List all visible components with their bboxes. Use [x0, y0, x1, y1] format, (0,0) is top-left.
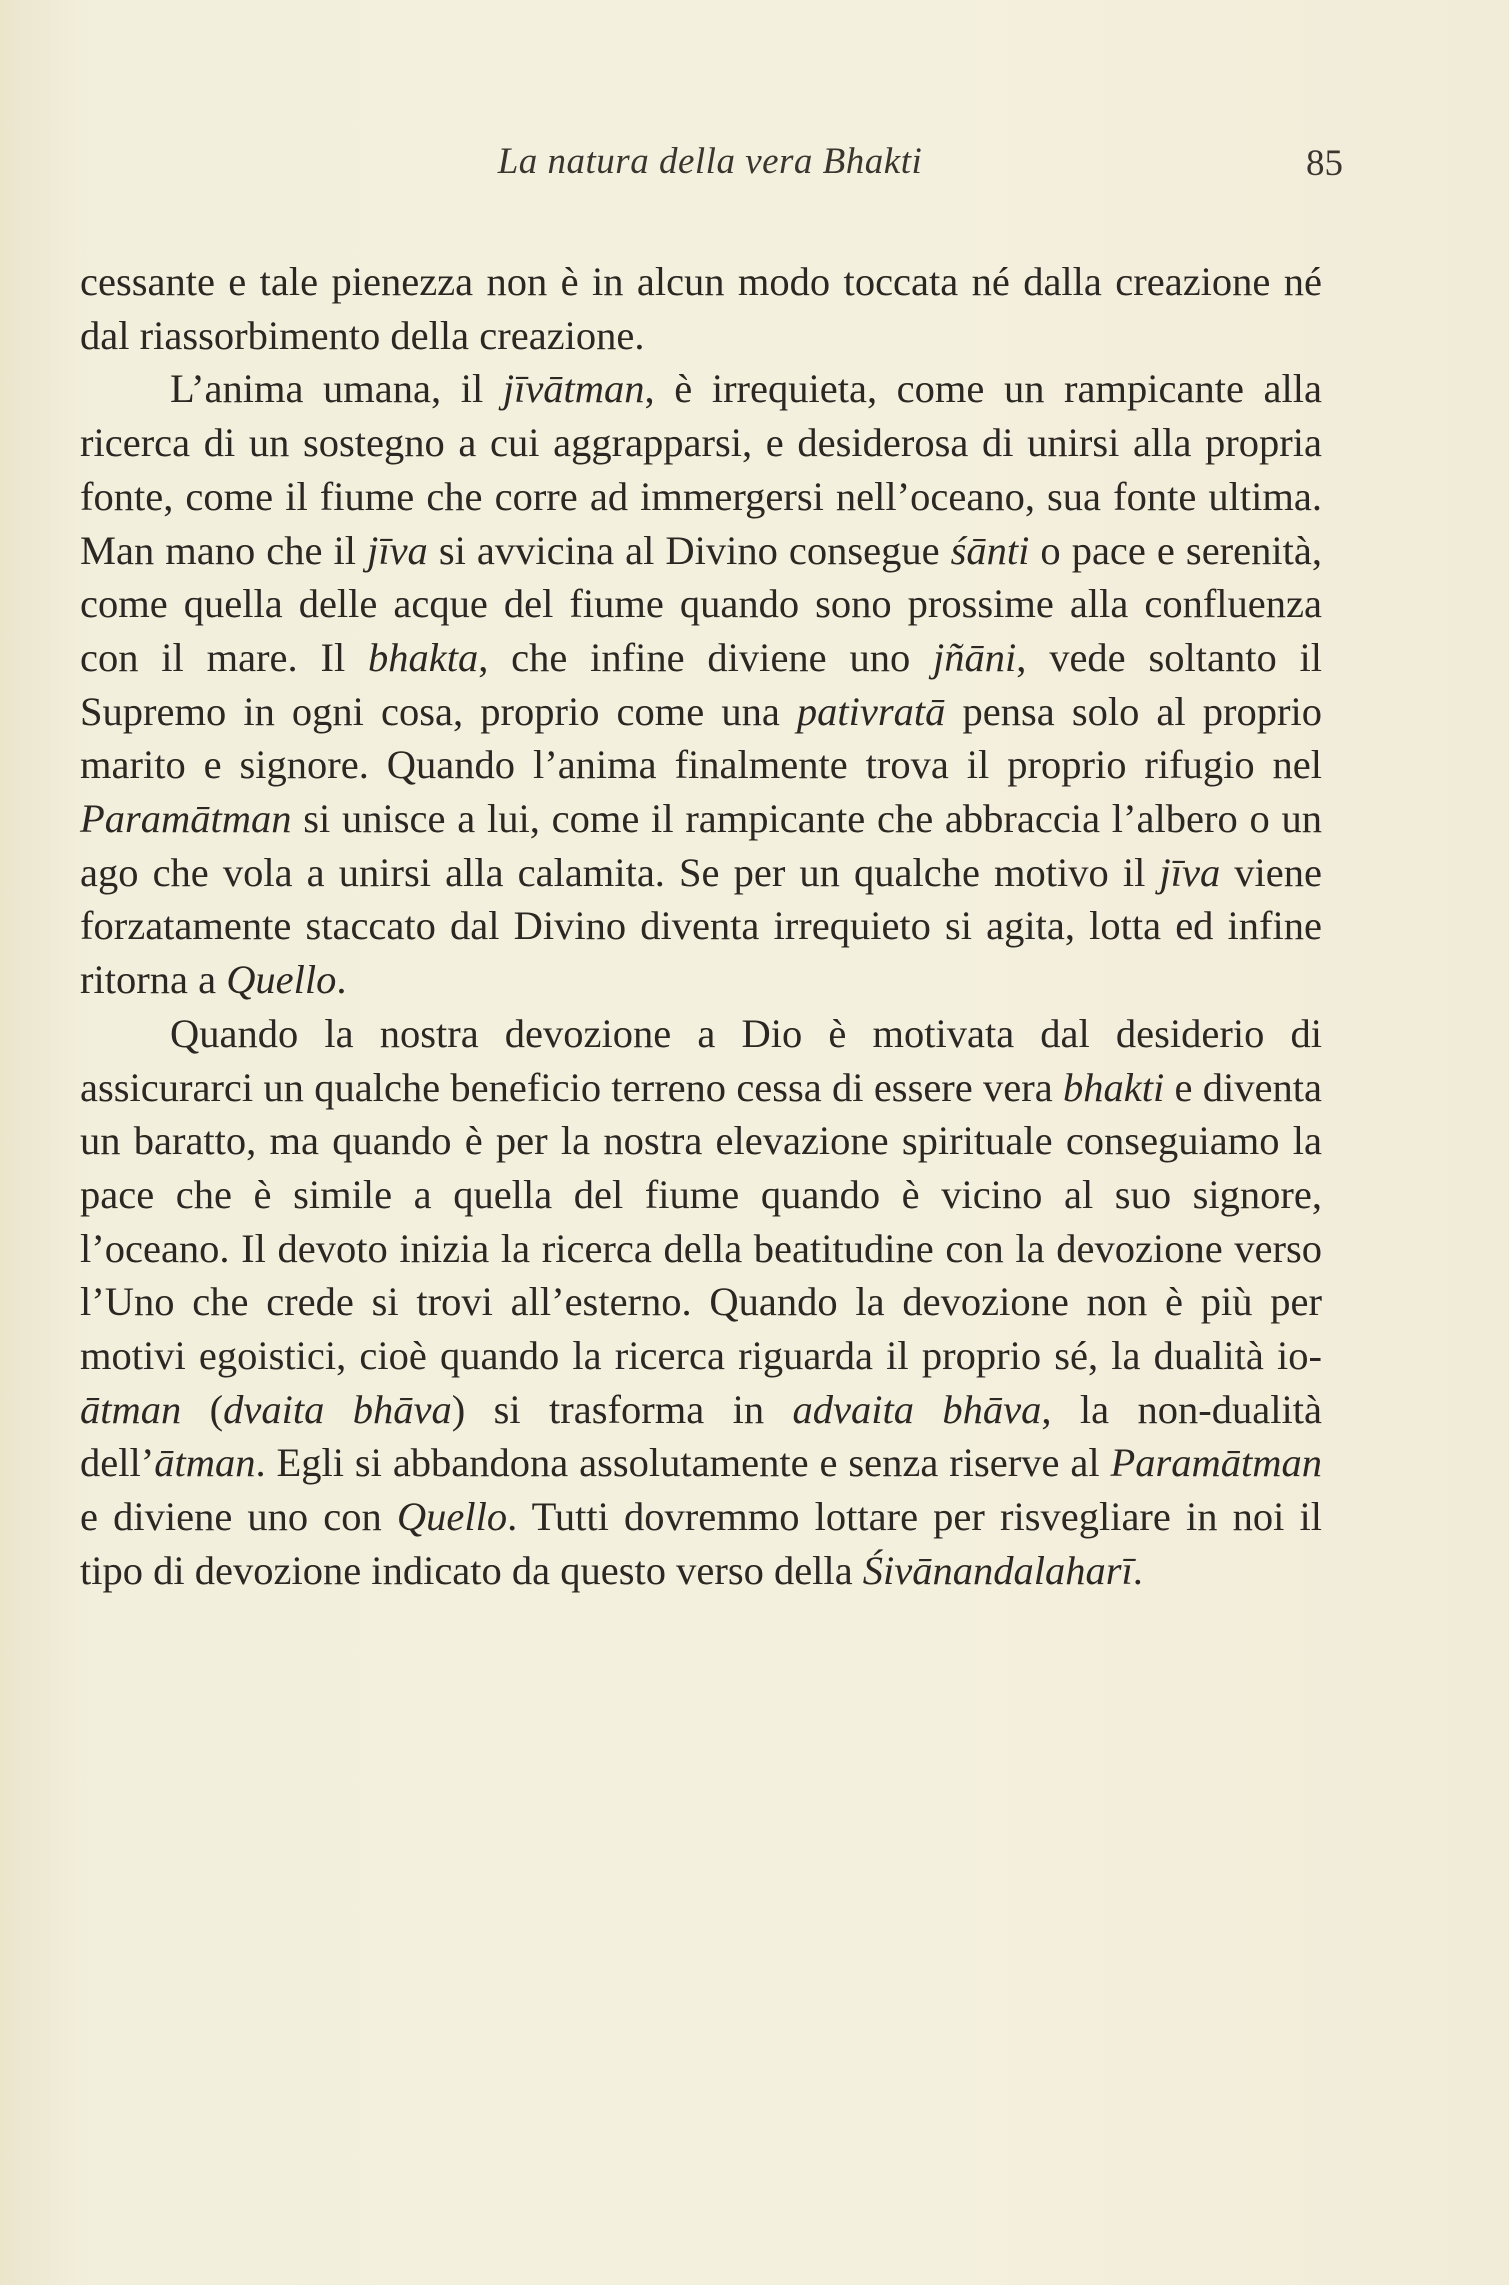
italic-term: advaita bhāva [792, 1386, 1042, 1432]
text-run: si unisce a lui, come il rampicante che abbraccia l’albero o un ago che vola a unirsi alla calamita. Se per un qualche motivo il [80, 796, 1322, 895]
paragraph [80, 362, 1322, 1006]
italic-term: Paramātman [1110, 1440, 1322, 1486]
italic-term: jīva [367, 527, 428, 573]
italic-term: bhakta [368, 634, 479, 680]
italic-term: Paramātman [80, 796, 292, 842]
paragraph [80, 255, 1322, 362]
text-run: , vede soltanto il Supremo in ogni cosa, proprio come una [80, 634, 1322, 734]
italic-term: ātman [154, 1440, 256, 1486]
paragraph [80, 1007, 1322, 1598]
italic-term: jīva [1159, 849, 1221, 895]
italic-term: pativratā [796, 688, 946, 734]
italic-term: Quello [226, 957, 337, 1003]
text-run: Quando la nostra devozione a Dio è motivata dal desiderio di assicurarci un qualche beneficio terreno cessa di essere vera [80, 1010, 1322, 1110]
text-run: cessante e tale pienezza non è in alcun modo toccata né dalla creazione né dal riassorbimento della creazione. [80, 259, 1322, 358]
italic-term: Quello [396, 1494, 508, 1540]
italic-term: śānti [950, 527, 1030, 573]
text-run: pensa solo al proprio marito e signore. Quando l’anima finalmente trova il proprio rifugio nel [80, 688, 1322, 788]
italic-term: jīvātman [502, 366, 645, 412]
text-run: . [336, 957, 347, 1003]
italic-term: ātman [80, 1386, 182, 1432]
text-run: , è irrequieta, come un rampicante alla ricerca di un sostegno a cui aggrapparsi, e desiderosa di unirsi alla propria fonte, come il fiume che corre ad immergersi nell’oceano, sua fonte ultima. Man mano che il [80, 366, 1322, 573]
text-run: . Tutti dovremmo lottare per risvegliare in noi il tipo di devozione indicato da questo verso della [80, 1494, 1322, 1593]
italic-term: bhakti [1063, 1064, 1165, 1110]
text-run: viene forzatamente staccato dal Divino diventa irrequieto si agita, lotta ed infine ritorna a [80, 849, 1322, 1003]
text-run: o pace e serenità, come quella delle acque del fiume quando sono prossime alla confluenza con il mare. Il [80, 527, 1322, 680]
page-number: 85 [1306, 143, 1343, 184]
text-run: ) si trasforma in [451, 1386, 793, 1432]
running-head [120, 140, 1343, 200]
text-run: . Egli si abbandona assolutamente e senza riserve al [255, 1440, 1111, 1486]
text-run: , la non-dualità dell’ [80, 1386, 1322, 1486]
text-run: L’anima umana, il [170, 366, 503, 412]
text-run: e diviene uno con [80, 1494, 397, 1540]
body-text [80, 255, 1322, 1598]
text-run: ( [181, 1386, 224, 1432]
text-run: . [1132, 1547, 1143, 1593]
italic-term: Śivānandalaharī [862, 1547, 1133, 1593]
italic-term: jñāni [933, 634, 1017, 680]
text-run: , che infine diviene uno [478, 634, 933, 680]
text-run: si avvicina al Divino consegue [427, 527, 951, 573]
text-run: e diventa un baratto, ma quando è per la nostra elevazione spirituale conseguiamo la pace che è simile a quella del fiume quando è vicino al suo signore, l’oceano. Il devoto inizia la ricerca della beatitudine con la devozione verso l’Uno che crede si trovi all’esterno. Quando la devozione non è più per motivi egoistici, cioè quando la ricerca riguarda il proprio sé, la dualità io- [80, 1064, 1322, 1379]
running-title: La natura della vera Bhakti [497, 141, 923, 182]
italic-term: dvaita bhāva [223, 1386, 452, 1432]
